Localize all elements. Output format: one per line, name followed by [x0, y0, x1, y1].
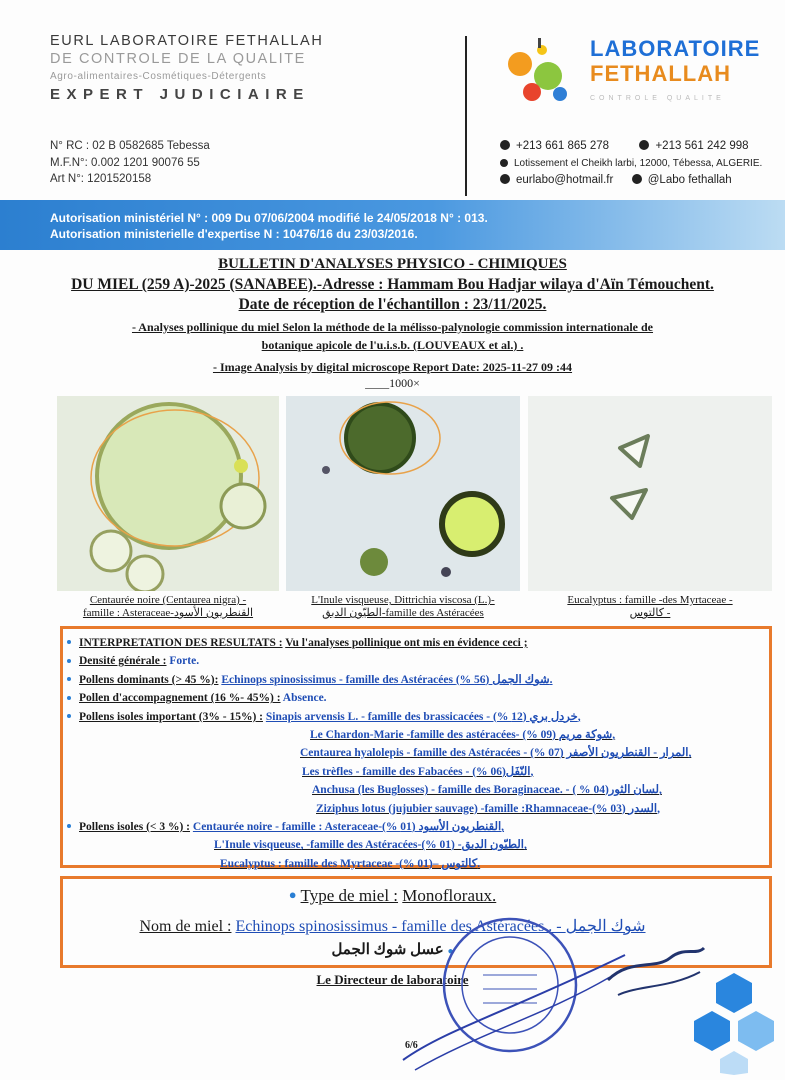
image-analysis-line: - Image Analysis by digital microscope Report Date: 2025-11-27 09 :44: [212, 360, 573, 374]
contact-block: [500, 138, 762, 189]
company-subtitle: DE CONTROLE DE LA QUALITE: [50, 51, 306, 67]
bullet-icon: ●: [447, 946, 454, 957]
email: eurlabo@hotmail.fr: [516, 174, 614, 186]
caption-eucalyptus-line-1: Eucalyptus : famille -des Myrtaceae -: [567, 594, 733, 606]
email-icon: [500, 174, 510, 184]
bullet-icon: [67, 677, 71, 681]
company-name: EURL LABORATOIRE FETHALLAH: [50, 33, 324, 49]
density-row: [64, 652, 691, 670]
caption-centaurea: [57, 594, 279, 620]
pollen-photo-dittrichia: [286, 396, 520, 591]
important-item: Anchusa (les Buglosses) - famille des Boraginaceae. - لسان الثور(04 % ),: [312, 784, 662, 797]
phone-row: [500, 138, 762, 155]
isolated-item-row: [64, 836, 691, 854]
logo-line-3: CONTROLE QUALITE: [590, 95, 725, 102]
facebook: @Labo fethallah: [647, 174, 732, 186]
accompanying-value: Absence.: [282, 692, 327, 705]
bullet-icon: [67, 659, 71, 663]
honey-name-value: Echinops spinosissimus - famille des Astéracées . - شوك الجمل: [235, 918, 646, 935]
logo-wordmark: [590, 36, 760, 111]
registration-block: [50, 138, 210, 188]
bulletin-title: BULLETIN D'ANALYSES PHYSICO - CHIMIQUES: [218, 256, 567, 272]
bullet-icon: [67, 696, 71, 700]
rc-number: N° RC : 02 B 0582685 Tebessa: [50, 140, 210, 152]
isolated-item-row: [64, 855, 691, 873]
art-number: Art N°: 1201520158: [50, 173, 152, 185]
banner-line-1: Autorisation ministériel N° : 009 Du 07/06/2004 modifié le 24/05/2018 N° : 013.: [50, 211, 488, 225]
web-row: [500, 172, 762, 189]
accompanying-row: [64, 689, 691, 707]
results-header: [64, 634, 691, 652]
caption-centaurea-line-1: Centaurée noire (Centaurea nigra) -: [89, 594, 247, 606]
header-divider: [465, 36, 467, 196]
whatsapp-icon: [639, 140, 649, 150]
arabic-honey-name: عسل شوك الجمل: [331, 942, 444, 958]
caption-eucalyptus: [528, 594, 772, 620]
logo-line-1: LABORATOIRE: [590, 36, 761, 61]
honey-type-value: Monofloraux.: [402, 886, 497, 905]
lab-stamp-icon: [385, 905, 630, 1075]
bullet-icon: [67, 714, 71, 718]
important-label: Pollens isoles important (3% - 15%) :: [79, 710, 263, 723]
facebook-icon: [632, 174, 642, 184]
company-role: EXPERT JUDICIAIRE: [50, 86, 310, 103]
important-item: Les trèfles - famille des Fabacées - النّفَل(06 %),: [302, 765, 534, 778]
reception-date: Date de réception de l'échantillon : 23/11/2025.: [238, 296, 547, 313]
method-line-2: botanique apicole de l'u.i.s.b. (LOUVEAUX et al.) .: [261, 338, 524, 352]
caption-dittrichia: [286, 594, 520, 620]
dominant-row: [64, 671, 691, 689]
caption-eucalyptus-line-2: كالتوس -: [629, 607, 671, 619]
dominant-label: Pollens dominants (> 45 %):: [79, 673, 219, 686]
honey-type-row: [0, 886, 785, 906]
location-icon: [500, 159, 508, 167]
results-header-text: Vu l'analyses pollinique ont mis en évidence ceci ;: [285, 637, 528, 649]
page-number: 6/6: [405, 1040, 418, 1051]
authorization-banner: [0, 200, 785, 250]
important-item-row: [64, 763, 691, 781]
hexagon-decoration-icon: [680, 965, 784, 1075]
caption-dittrichia-line-1: L'Inule visqueuse, Dittrichia viscosa (L.)-: [311, 594, 495, 606]
important-row: [64, 708, 691, 726]
honey-name-label: Nom de miel :: [139, 918, 232, 935]
lab-logo-icon: [498, 36, 580, 108]
important-item: Centaurea hyalolepis - famille des Astéracées - المرار - القنطريون الأصفر (07 %),: [300, 747, 692, 760]
important-item: Le Chardon-Marie -famille des astéracées- شوكة مريم (09 %),: [310, 729, 616, 742]
density-value: Forte.: [169, 655, 200, 668]
sample-line: DU MIEL (259 A)-2025 (SANABEE).-Adresse : Hammam Bou Hadjar wilaya d'Aïn Témouchent.: [71, 276, 714, 293]
caption-centaurea-line-2: famille : Asteraceae-القنطريون الأسود: [82, 607, 254, 619]
method-line-1: - Analyses pollinique du miel Selon la méthode de la mélisso-palynologie commission internationale de: [131, 320, 654, 334]
pollen-photo-centaurea: [57, 396, 279, 591]
dominant-value: Echinops spinosissimus - famille des Astéracées شوك الجمل (56 %).: [221, 673, 553, 686]
bullet-icon: [67, 640, 71, 644]
address-row: [500, 155, 762, 172]
isolated-item: L'Inule visqueuse, -famille des Astéracées-الطيّون الدبق- (01 %),: [214, 839, 527, 852]
important-item-row: [64, 800, 691, 818]
banner-line-2: Autorisation ministerielle d'expertise N : 10476/16 du 23/03/2016.: [50, 227, 418, 241]
isolated-item: Centaurée noire - famille : Asteraceae-القنطريون الأسود (01 %),: [192, 821, 505, 834]
important-item-row: [64, 744, 691, 762]
magnification: ____1000×: [365, 376, 420, 390]
important-item-row: [64, 781, 691, 799]
caption-dittrichia-line-2: الطيّون الدبق-famille des Astéracées: [322, 607, 484, 619]
logo-line-2: FETHALLAH: [590, 61, 731, 86]
director-label: Le Directeur de laboratoire: [316, 972, 469, 987]
pollen-photo-eucalyptus: [528, 396, 772, 591]
company-block: [50, 32, 323, 104]
bullet-icon: ●: [288, 887, 297, 902]
important-item: Ziziphus lotus (jujubier sauvage) -famille :Rhamnaceae-السدر (03 %),: [316, 802, 660, 815]
phone-1: +213 661 865 278: [516, 140, 610, 152]
isolated-item: Eucalyptus : famille des Myrtaceae -كالتوس –(01 %).: [220, 857, 481, 870]
results-list: [64, 634, 691, 873]
isolated-label: Pollens isoles (< 3 %) :: [79, 821, 191, 834]
company-sectors: Agro-alimentaires-Cosmétiques-Détergents: [50, 71, 267, 82]
phone-icon: [500, 140, 510, 150]
results-header-label: INTERPRETATION DES RESULTATS :: [79, 637, 283, 649]
isolated-row: [64, 818, 691, 836]
honey-type-label: Type de miel :: [300, 886, 399, 905]
accompanying-label: Pollen d'accompagnement (16 %- 45%) :: [79, 692, 281, 705]
important-item-row: [64, 726, 691, 744]
mf-number: M.F.N°: 0.002 1201 90076 55: [50, 156, 200, 169]
density-label: Densité générale :: [79, 655, 167, 668]
address: Lotissement el Cheikh larbi, 12000, Tébessa, ALGERIE.: [514, 158, 763, 169]
bullet-icon: [67, 824, 71, 828]
phone-2: +213 561 242 998: [655, 140, 749, 152]
important-item: Sinapis arvensis L. - famille des brassicacées - خردل بري (12 %),: [265, 710, 581, 723]
